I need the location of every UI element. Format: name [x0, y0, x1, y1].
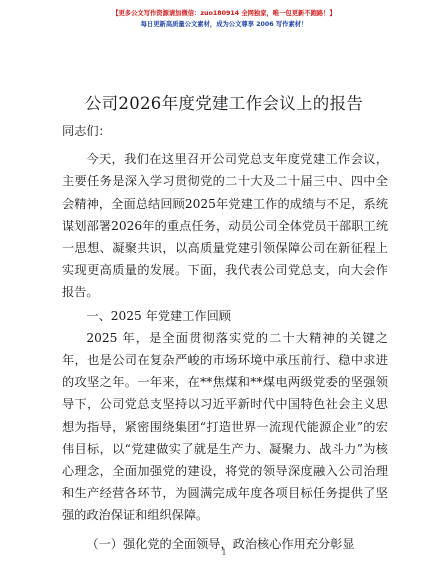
section-heading-review: 一、2025 年党建工作回顾	[86, 308, 231, 323]
subsection-heading-leadership: （一）强化党的全面领导，政治核心作用充分彰显	[86, 536, 355, 551]
intro-text-e: 年的重点任务，动员公司全体党员干部职工统一思想、凝聚共识，以高质量党建引领保障公司在新征程上实现更高质量的发展。下面，我代表公司党总支，向大会作报告。	[62, 218, 389, 300]
intro-year-2025: 2025	[184, 196, 216, 211]
page-number: 1	[221, 548, 227, 557]
promo-banner-line1: 【更多公文写作资源请加微信：zuo180914 全网独家，唯一包更新不跑路！】	[112, 10, 336, 17]
paragraph-review: 2025 年，是全面贯彻落实党的二十大精神的关键之年，也是公司在复杂严峻的市场环境中承压前行、稳中求进的攻坚之年。一年来，在**焦煤和**煤电两级党委的坚强领导下，公司党总支坚持以习近平新时代中国特色社会主义思想为指导，紧密围绕集团“打造世界一流现代能源企业”的宏伟目标，以“党建做实了就是生产力、凝聚力、战斗力”为核心理念，全面加强党的建设，将党的领导深度融入公司治理和生产经营各环节，为圆满完成年度各项目标任务提供了坚强的政治保证和组织保障。	[62, 330, 388, 523]
document-body	[62, 120, 388, 555]
promo-banner	[0, 8, 448, 30]
document-title: 公司2026年度党建工作会议上的报告	[84, 94, 364, 113]
intro-text-c: 年党建工作的成绩与不足，系统谋划部署	[62, 196, 389, 233]
greeting: 同志们：	[62, 124, 111, 138]
intro-text-a: 今天，我们在这里召开公司党总支年度党建工作会议，主要任务是深入学习贯彻党的二十大及二十届三中、四中全会精神，全面总结回顾	[62, 152, 388, 211]
intro-year-2026: 2026	[111, 218, 143, 233]
promo-banner-line2: 每日更新高质量公文素材，成为公文尊享 2006 写作素材！	[140, 21, 308, 28]
paragraph-intro	[62, 148, 388, 303]
